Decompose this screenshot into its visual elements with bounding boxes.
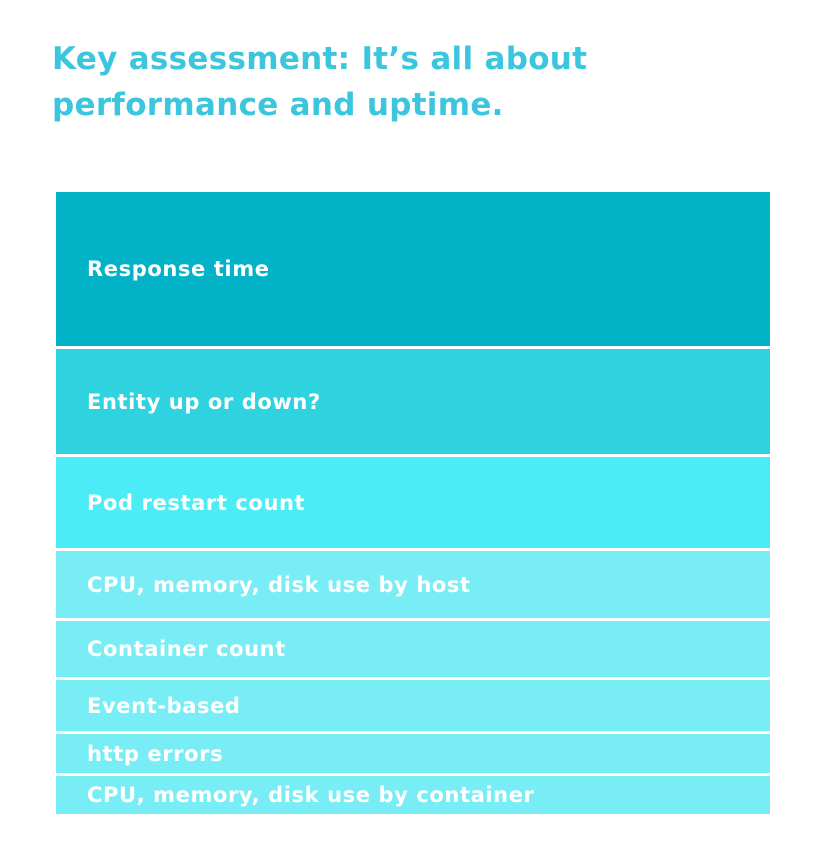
layer-http-errors — [56, 734, 770, 773]
layer-label: Response time — [87, 257, 270, 281]
layer-entity-up-or-down — [56, 349, 770, 454]
layer-pod-restart-count — [56, 457, 770, 548]
layer-cpu-memory-disk-host — [56, 551, 770, 618]
layer-label: CPU, memory, disk use by container — [87, 783, 535, 807]
layer-cpu-memory-disk-container — [56, 776, 770, 814]
layer-label: Event-based — [87, 693, 241, 718]
layer-label: Entity up or down? — [87, 389, 321, 414]
layer-label: Container count — [87, 637, 286, 661]
layer-container-count — [56, 621, 770, 677]
layer-label: CPU, memory, disk use by host — [87, 572, 471, 597]
layer-label: http errors — [87, 741, 224, 766]
title-line-1: Key assessment: It’s all about — [52, 41, 588, 77]
page-title — [52, 36, 772, 128]
layer-label: Pod restart count — [87, 490, 306, 515]
layer-response-time — [56, 192, 770, 346]
title-line-2: performance and uptime. — [52, 87, 504, 123]
metrics-priority-stack — [56, 192, 770, 814]
layer-event-based — [56, 680, 770, 731]
